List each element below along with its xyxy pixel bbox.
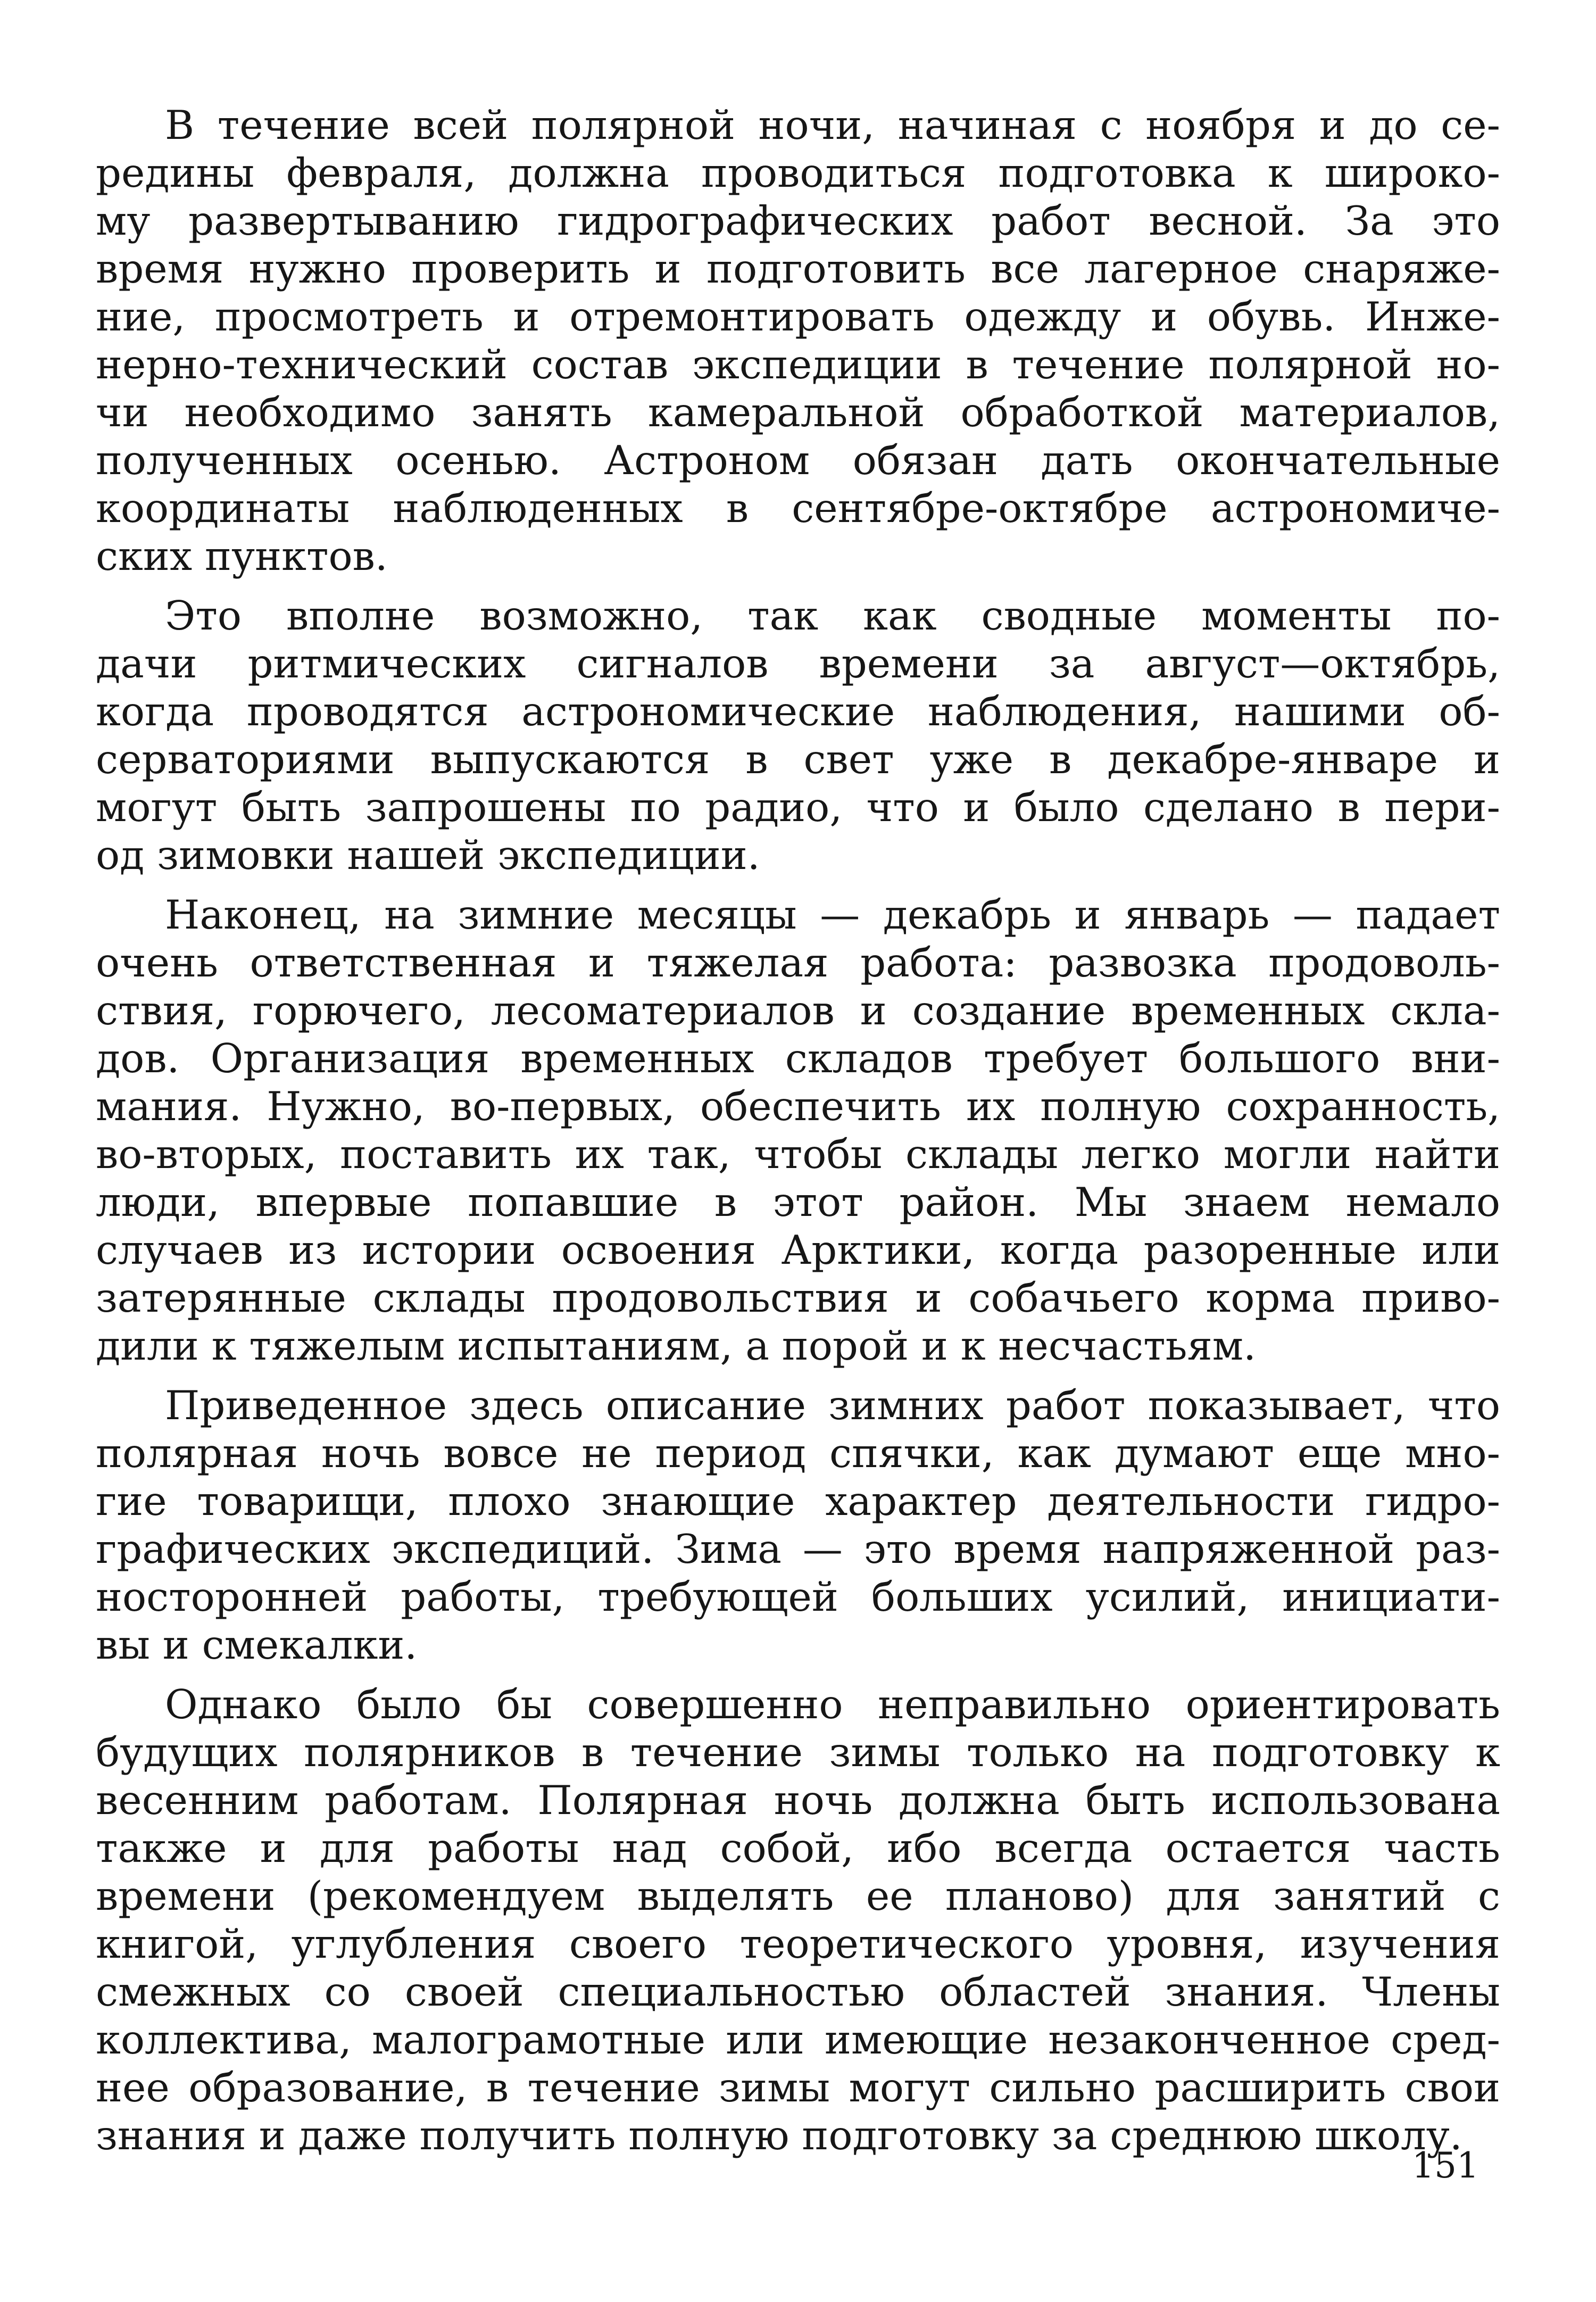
text-line: коллектива, малограмотные или имеющие незаконченное сред- [96, 2016, 1500, 2063]
text-line: Наконец, на зимние месяцы — декабрь и январь — падает [165, 891, 1500, 938]
text-line: мания. Нужно, во-первых, обеспечить их полную сохранность, [96, 1083, 1500, 1130]
text-line: ствия, горючего, лесоматериалов и создание временных скла- [96, 987, 1500, 1034]
text-line: од зимовки нашей экспедиции. [96, 832, 760, 879]
text-line: затерянные склады продовольствия и собачьего корма приво- [96, 1274, 1500, 1321]
text-line: Однако было бы совершенно неправильно ориентировать [165, 1681, 1500, 1728]
text-line: люди, впервые попавшие в этот район. Мы знаем немало [96, 1179, 1500, 1225]
text-line: вы и смекалки. [96, 1621, 418, 1668]
page-number: 151 [1412, 2145, 1479, 2186]
text-line: нее образование, в течение зимы могут сильно расширить свои [96, 2064, 1500, 2111]
text-line: также и для работы над собой, ибо всегда остается часть [96, 1825, 1500, 1872]
text-line: времени (рекомендуем выделять ее планово) для занятий с [96, 1873, 1500, 1919]
paragraph-2 [96, 592, 1500, 879]
text-line: Это вполне возможно, так как сводные моменты по- [165, 592, 1500, 639]
text-line: полученных осенью. Астроном обязан дать окончательные [96, 437, 1500, 484]
text-line: дов. Организация временных складов требует большого вни- [96, 1035, 1500, 1082]
text-line: смежных со своей специальностью областей знания. Члены [96, 1968, 1500, 2015]
text-line: В течение всей полярной ночи, начиная с ноября и до се- [165, 102, 1500, 148]
text-line: дачи ритмических сигналов времени за август—октябрь, [96, 640, 1500, 687]
paragraph-5 [96, 1680, 1500, 2159]
text-line: случаев из истории освоения Арктики, когда разоренные или [96, 1227, 1500, 1273]
text-line: знания и даже получить полную подготовку за среднюю школу. [96, 2112, 1462, 2159]
text-line: могут быть запрошены по радио, что и было сделано в пери- [96, 784, 1500, 831]
text-line: когда проводятся астрономические наблюдения, нашими об- [96, 688, 1500, 735]
text-line: книгой, углубления своего теоретического уровня, изучения [96, 1920, 1500, 1967]
text-line: очень ответственная и тяжелая работа: развозка продоволь- [96, 939, 1500, 986]
text-line: ских пунктов. [96, 533, 388, 579]
paragraph-3 [96, 891, 1500, 1370]
text-line: серваториями выпускаются в свет уже в декабре-январе и [96, 736, 1500, 783]
text-line: Приведенное здесь описание зимних работ показывает, что [165, 1382, 1500, 1429]
text-line: время нужно проверить и подготовить все лагерное снаряже- [96, 245, 1500, 292]
text-line: чи необходимо занять камеральной обработкой материалов, [96, 389, 1500, 436]
text-line: во-вторых, поставить их так, чтобы склады легко могли найти [96, 1131, 1500, 1178]
text-line: координаты наблюденных в сентябре-октябре астрономиче- [96, 485, 1500, 532]
text-line: будущих полярников в течение зимы только на подготовку к [96, 1729, 1500, 1776]
text-line: нерно-технический состав экспедиции в течение полярной но- [96, 341, 1500, 388]
text-line: графических экспедиций. Зима — это время напряженной раз- [96, 1526, 1500, 1572]
text-line: дили к тяжелым испытаниям, а порой и к несчастьям. [96, 1322, 1256, 1369]
text-line: гие товарищи, плохо знающие характер деятельности гидро- [96, 1478, 1500, 1525]
text-line: редины февраля, должна проводиться подготовка к широко- [96, 150, 1500, 196]
text-line: ние, просмотреть и отремонтировать одежду и обувь. Инже- [96, 293, 1500, 340]
paragraph-4 [96, 1381, 1500, 1669]
paragraph-1 [96, 101, 1500, 580]
book-page [96, 101, 1500, 2230]
text-line: носторонней работы, требующей больших усилий, инициати- [96, 1574, 1500, 1620]
text-line: му развертыванию гидрографических работ весной. За это [96, 197, 1500, 244]
text-line: весенним работам. Полярная ночь должна быть использована [96, 1777, 1500, 1824]
text-line: полярная ночь вовсе не период спячки, как думают еще мно- [96, 1430, 1500, 1477]
